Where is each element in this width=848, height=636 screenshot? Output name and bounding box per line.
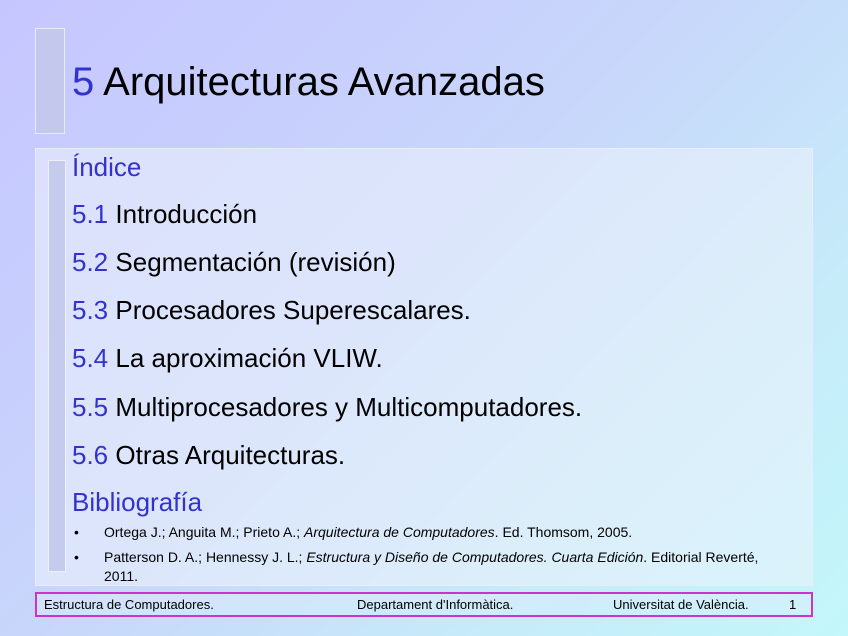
- toc-item-label: La aproximación VLIW.: [115, 343, 383, 373]
- toc-item-5-4: [72, 343, 383, 373]
- toc-item-label: Procesadores Superescalares.: [115, 295, 471, 325]
- footer-course: Estructura de Computadores.: [44, 597, 214, 612]
- bullet-icon: •: [74, 549, 79, 565]
- ref-authors: Patterson D. A.; Hennessy J. L.;: [104, 549, 307, 565]
- toc-item-number: 5.1: [72, 199, 109, 229]
- toc-item-label: Multiprocesadores y Multicomputadores.: [115, 392, 583, 422]
- toc-item-5-2: [72, 247, 396, 277]
- slide-title-number: 5: [72, 60, 95, 104]
- slide-title-text: Arquitecturas Avanzadas: [103, 60, 545, 104]
- toc-item-label: Otras Arquitecturas.: [115, 440, 346, 470]
- footer-university: Universitat de València.: [613, 597, 749, 612]
- bibliography-heading: Bibliografía: [72, 487, 203, 517]
- ref-authors: Ortega J.; Anguita M.; Prieto A.;: [104, 524, 304, 540]
- ref-publisher: . Ed. Thomsom, 2005.: [494, 524, 633, 540]
- ref-title: Estructura y Diseño de Computadores. Cuarta Edición: [306, 549, 644, 565]
- footer-page-number: 1: [789, 597, 797, 612]
- slide-title: [72, 60, 545, 104]
- bullet-icon: •: [74, 524, 79, 540]
- footer-department: Departament d'Informàtica.: [357, 597, 514, 612]
- toc-item-number: 5.2: [72, 247, 109, 277]
- title-accent-bar: [35, 28, 65, 134]
- bibliography-ref-1: [74, 523, 784, 542]
- ref-title: Arquitectura de Computadores: [304, 524, 495, 540]
- toc-item-label: Introducción: [115, 199, 258, 229]
- toc-item-5-1: [72, 199, 257, 229]
- ref-publisher: . Editorial Reverté, 2011.: [104, 549, 759, 584]
- toc-item-label: Segmentación (revisión): [115, 247, 396, 277]
- toc-item-number: 5.4: [72, 343, 109, 373]
- toc-item-5-3: [72, 295, 471, 325]
- bibliography-ref-2: [74, 548, 784, 586]
- index-heading: Índice: [72, 152, 142, 182]
- toc-item-number: 5.6: [72, 440, 109, 470]
- toc-item-number: 5.3: [72, 295, 109, 325]
- content-accent-bar: [48, 160, 66, 572]
- slide-footer: [35, 592, 813, 617]
- toc-item-5-6: [72, 440, 345, 470]
- toc-item-5-5: [72, 392, 582, 422]
- toc-item-number: 5.5: [72, 392, 109, 422]
